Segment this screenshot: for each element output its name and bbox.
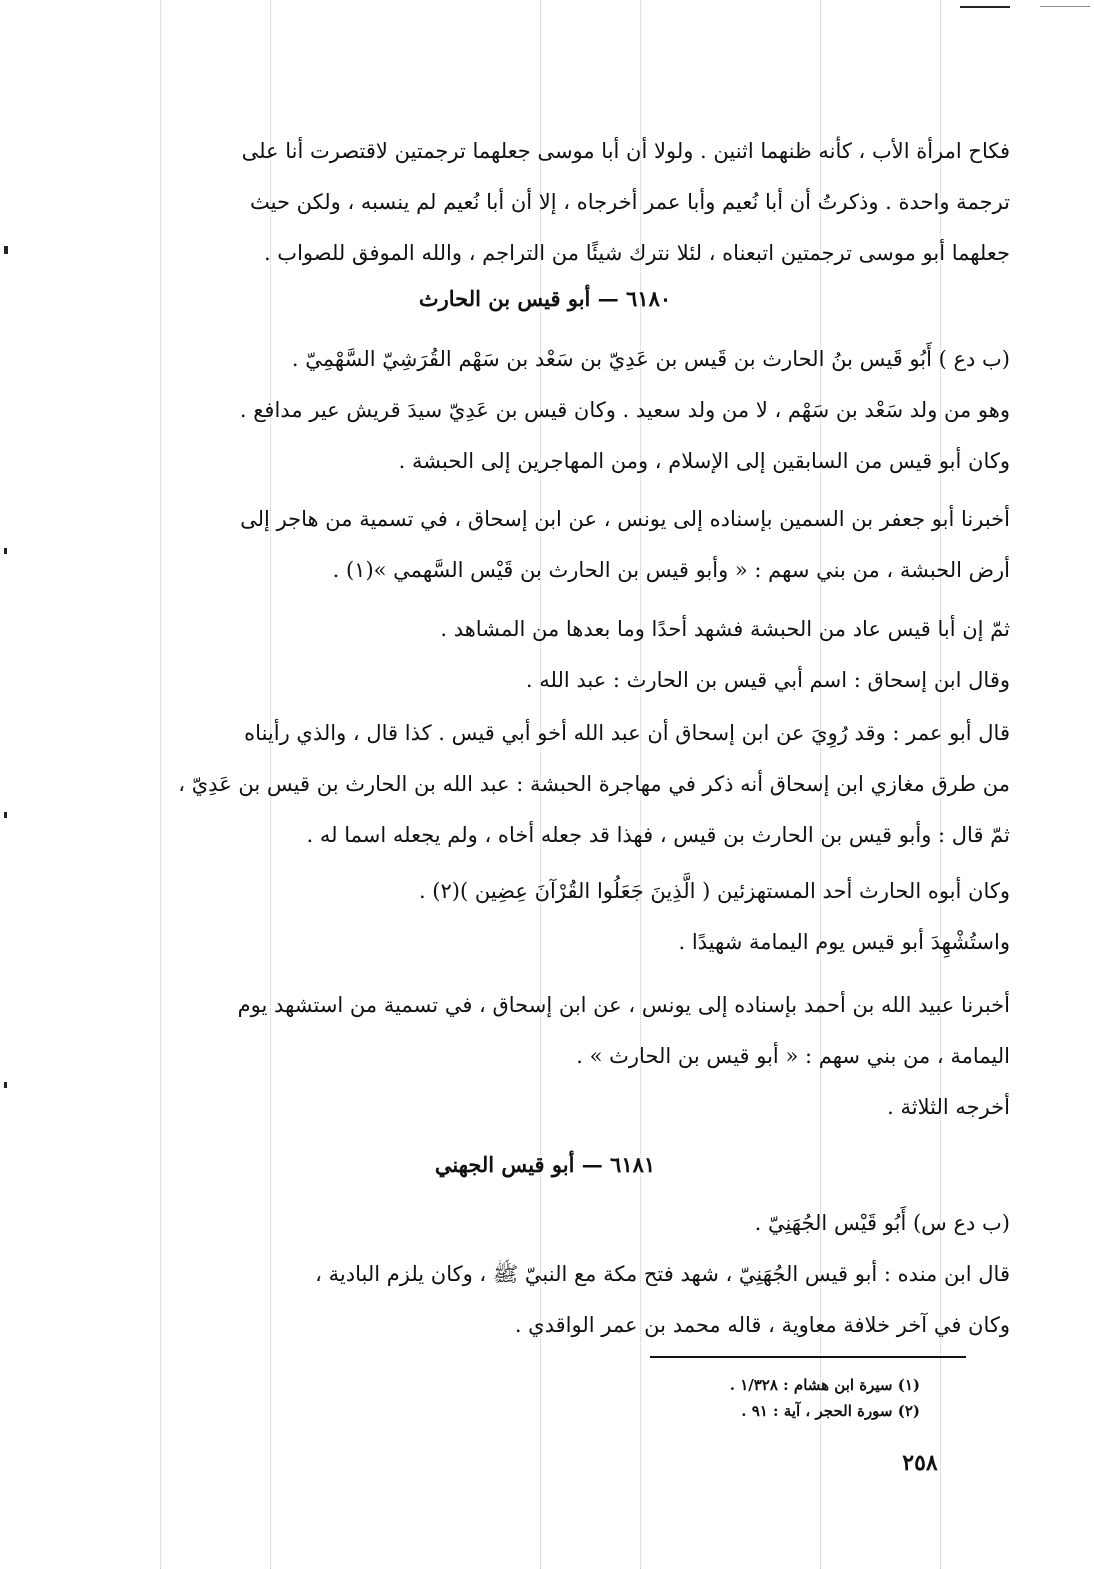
text-line: قال أبو عمر : وقد رُوِيَ عن ابن إسحاق أن عبد الله أخو أبي قيس . كذا قال ، والذي رأيناه bbox=[244, 721, 1010, 745]
text-line: أخبرنا عبيد الله بن أحمد بإسناده إلى يونس ، عن ابن إسحاق ، في تسمية من استشهد يوم bbox=[237, 993, 1010, 1017]
text-line: أخبرنا أبو جعفر بن السمين بإسناده إلى يونس ، عن ابن إسحاق ، في تسمية من هاجر إلى bbox=[240, 507, 1010, 531]
footnote-rule bbox=[650, 1356, 966, 1358]
entry-body bbox=[80, 494, 1010, 596]
text-line: أخرجه الثلاثة . bbox=[887, 1095, 1010, 1119]
entry-body bbox=[80, 1198, 1010, 1351]
text-line: ثمّ إن أبا قيس عاد من الحبشة فشهد أحدًا وما بعدها من المشاهد . bbox=[440, 617, 1010, 641]
text-line: من طرق مغازي ابن إسحاق أنه ذكر في مهاجرة الحبشة : عبد الله بن الحارث بن قيس بن عَدِيّ ، bbox=[178, 772, 1010, 796]
text-line: وكان أبوه الحارث أحد المستهزئين ( الَّذِينَ جَعَلُوا القُرْآنَ عِضِين )(٢) . bbox=[418, 879, 1010, 903]
text-line: قال ابن منده : أبو قيس الجُهَنِيّ ، شهد فتح مكة مع النبيّ ﷺ ، وكان يلزم البادية ، bbox=[315, 1262, 1010, 1286]
margin-mark bbox=[4, 246, 8, 254]
text-line: أرض الحبشة ، من بني سهم : « وأبو قيس بن الحارث بن قَيْس السَّهمي »(١) . bbox=[332, 558, 1010, 582]
entry-body bbox=[80, 334, 1010, 487]
text-line: فكاح امرأة الأب ، كأنه ظنهما اثنين . ولولا أن أبا موسى جعلهما ترجمتين لاقتصرت أنا على bbox=[241, 139, 1010, 163]
footnote: (٢) سورة الحجر ، آية : ٩١ . bbox=[741, 1402, 920, 1420]
footnote: (١) سيرة ابن هشام : ١/٣٢٨ . bbox=[729, 1376, 920, 1394]
margin-mark bbox=[4, 1082, 7, 1088]
text-line: ثمّ قال : وأبو قيس بن الحارث بن قيس ، فهذا قد جعله أخاه ، ولم يجعله اسما له . bbox=[306, 823, 1010, 847]
text-line: جعلهما أبو موسى ترجمتين اتبعناه ، لئلا نترك شيئًا من التراجم ، والله الموفق للصواب . bbox=[263, 241, 1010, 265]
entry-heading: ٦١٨٠ — أبو قيس بن الحارث bbox=[418, 286, 672, 311]
entry-body bbox=[80, 604, 1010, 706]
top-rule bbox=[960, 6, 1010, 8]
text-line: وهو من ولد سَعْد بن سَهْم ، لا من ولد سعيد . وكان قيس بن عَدِيّ سيدَ قريش عير مدافع . bbox=[239, 398, 1010, 422]
intro-paragraph bbox=[80, 126, 1010, 279]
text-line: (ب دع س) أَبُو قَيْس الجُهَنِيّ . bbox=[754, 1211, 1010, 1235]
margin-mark bbox=[4, 548, 7, 554]
margin-mark bbox=[4, 812, 7, 818]
entry-heading: ٦١٨١ — أبو قيس الجهني bbox=[434, 1152, 656, 1177]
text-line: وكان أبو قيس من السابقين إلى الإسلام ، ومن المهاجرين إلى الحبشة . bbox=[398, 449, 1010, 473]
text-line: اليمامة ، من بني سهم : « أبو قيس بن الحارث » . bbox=[576, 1044, 1010, 1068]
top-rule bbox=[1040, 6, 1090, 7]
entry-body bbox=[80, 980, 1010, 1133]
text-line: وقال ابن إسحاق : اسم أبي قيس بن الحارث : عبد الله . bbox=[525, 668, 1010, 692]
entry-body bbox=[80, 708, 1010, 861]
text-line: (ب دع ) أَبُو قَيس بنُ الحارث بن قَيس بن عَدِيّ بن سَعْد بن سَهْم القُرَشِيّ السَّهْمِيّ . bbox=[291, 347, 1010, 371]
entry-body bbox=[80, 866, 1010, 968]
text-line: ترجمة واحدة . وذكرتُ أن أبا نُعيم وأبا عمر أخرجاه ، إلا أن أبا نُعيم لم ينسبه ، ولكن حيث bbox=[250, 190, 1010, 214]
text-line: وكان في آخر خلافة معاوية ، قاله محمد بن عمر الواقدي . bbox=[514, 1313, 1010, 1337]
page-number: ٢٥٨ bbox=[902, 1450, 938, 1476]
text-line: واستُشْهِدَ أبو قيس يوم اليمامة شهيدًا . bbox=[678, 930, 1010, 954]
footnotes bbox=[560, 1372, 920, 1424]
